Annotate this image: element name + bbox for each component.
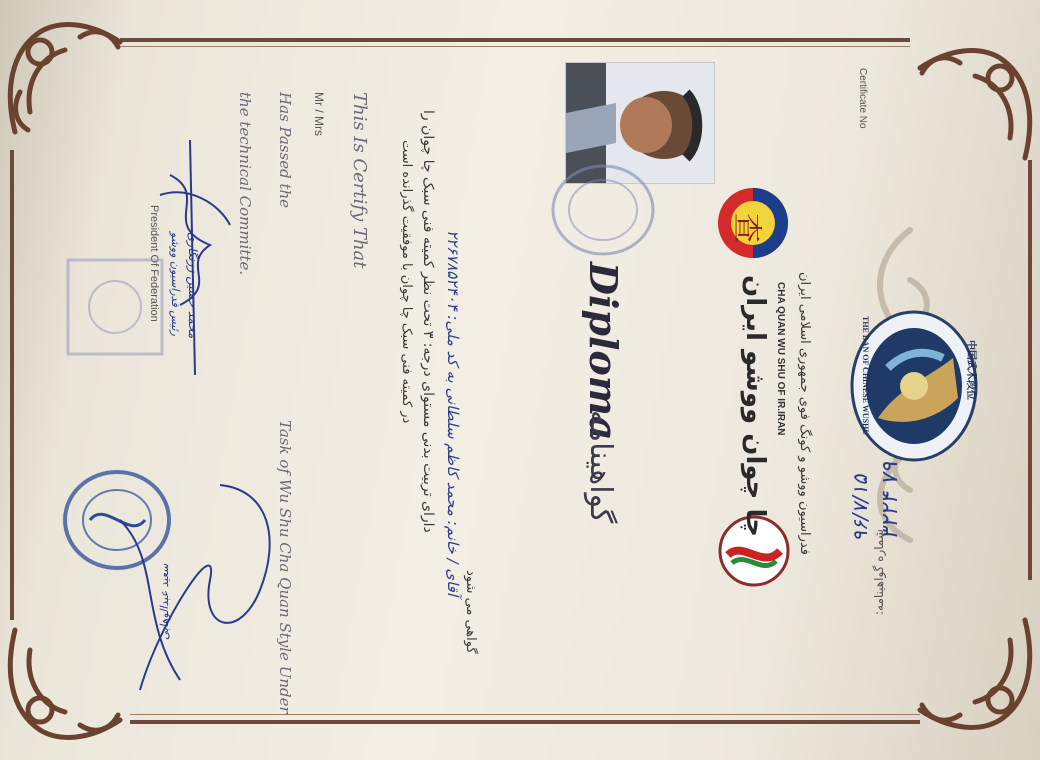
en-line-1: This Is Certify That [349,92,370,269]
emblem-chinese-text: 中国武术段位 [965,340,976,400]
corner-ornament-bottom-right [910,610,1040,740]
president-label: President Of Federation [148,205,160,322]
photo-stamp [548,160,658,260]
en-line-3: Has Passed the [276,92,294,209]
second-signature [100,480,280,700]
fa-line-4: در کمیته فنی سبک چا چوان با موفقیت گذرانده است [399,140,414,424]
style-name-fa: چا چوان ووشو ایران [740,275,770,537]
diploma-title-fa: گواهینامه [583,410,618,524]
president-signature-title-fa: رئیس فدراسیون ووشو [169,232,182,336]
fa-line-3: دارای تربیت بدنی مستوای درجه: ۳ تحت نظر کمیته فنی سبک چا چوان را [420,110,436,533]
corner-ornament-top-right [910,38,1040,168]
certificate-number-label: شماره گواهینامه: [872,529,886,615]
emblem-text: THE DAN OF CHINESE WUSHU [861,316,870,436]
second-signature-name-fa: سعید عبدالوهابی [158,563,171,640]
cha-quan-logo-char: 查 [729,213,764,243]
frame-top-inner [120,46,910,47]
frame-right [1028,160,1032,580]
certificate-number-value: ۳۲۲۴ ۷۹ [878,462,903,540]
frame-top [120,38,910,42]
fa-line-2: آقای / خانم: محمد کاظم سلطانی به کد ملی: ۲۲۶۷۸۵۲۴۰۴ [444,230,462,597]
certificate-no-label: Certificate No [857,68,868,129]
fa-line-1: گواهی می شود [463,570,478,654]
en-line-4: Task of Wu Shu Cha Quan Style Under [276,420,294,714]
en-line-5: the technical Committe. [236,92,254,276]
diploma-title-en: Diploma [581,262,626,441]
org-name-en: CHA QUAN WU SHU OF IR.IRAN [775,282,786,436]
en-line-2: Mr / Mrs [312,92,326,136]
president-signature-name-fa: محمد حسین زرنگاری [186,232,200,339]
certificate-date-value: ۹۶/۷/۱۵ [848,474,872,542]
federation-seal-faded [60,252,170,362]
frame-bottom [130,720,920,724]
frame-left [10,150,14,620]
frame-bottom-inner [130,714,920,715]
corner-ornament-top-left [0,12,130,142]
org-name-fa: فدراسیون ووشو و کونگ فوی جمهوری اسلامی ایران [797,272,812,555]
